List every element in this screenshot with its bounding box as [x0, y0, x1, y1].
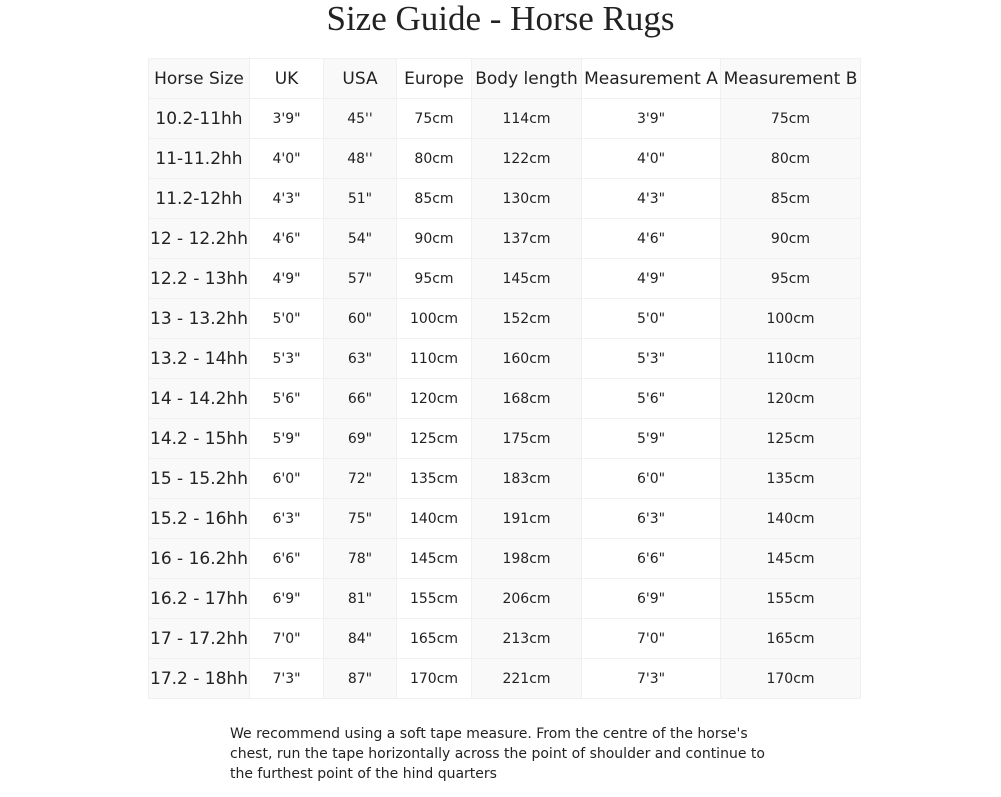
cell-usa: 60" [324, 299, 397, 339]
cell-uk: 4'3" [250, 179, 324, 219]
cell-uk: 6'3" [250, 499, 324, 539]
cell-uk: 4'6" [250, 219, 324, 259]
cell-measurement-a: 6'6" [582, 539, 721, 579]
cell-measurement-b: 120cm [721, 379, 861, 419]
cell-measurement-a: 5'6" [582, 379, 721, 419]
cell-measurement-b: 145cm [721, 539, 861, 579]
cell-usa: 63" [324, 339, 397, 379]
cell-measurement-b: 165cm [721, 619, 861, 659]
cell-horse-size: 12 - 12.2hh [149, 219, 250, 259]
cell-measurement-b: 110cm [721, 339, 861, 379]
cell-horse-size: 10.2-11hh [149, 99, 250, 139]
column-header-usa: USA [324, 59, 397, 99]
cell-horse-size: 16 - 16.2hh [149, 539, 250, 579]
cell-measurement-b: 95cm [721, 259, 861, 299]
cell-body-length: 130cm [472, 179, 582, 219]
cell-measurement-b: 85cm [721, 179, 861, 219]
cell-usa: 66" [324, 379, 397, 419]
cell-europe: 145cm [397, 539, 472, 579]
measuring-note: We recommend using a soft tape measure. From the centre of the horse's chest, run the tape horizontally across the point of shoulder and continue to the furthest point of the hind quarters [230, 726, 765, 782]
cell-europe: 110cm [397, 339, 472, 379]
column-header-measurement-b: Measurement B [721, 59, 861, 99]
table-row [149, 219, 861, 259]
table-row [149, 459, 861, 499]
table-row [149, 499, 861, 539]
cell-body-length: 160cm [472, 339, 582, 379]
cell-body-length: 206cm [472, 579, 582, 619]
column-header-uk: UK [250, 59, 324, 99]
cell-europe: 170cm [397, 659, 472, 699]
table-row [149, 419, 861, 459]
cell-body-length: 145cm [472, 259, 582, 299]
cell-uk: 7'3" [250, 659, 324, 699]
cell-measurement-a: 6'3" [582, 499, 721, 539]
table-row [149, 579, 861, 619]
cell-uk: 3'9" [250, 99, 324, 139]
cell-measurement-a: 4'6" [582, 219, 721, 259]
cell-uk: 6'9" [250, 579, 324, 619]
cell-horse-size: 15.2 - 16hh [149, 499, 250, 539]
cell-measurement-a: 7'3" [582, 659, 721, 699]
table-row [149, 539, 861, 579]
cell-usa: 81" [324, 579, 397, 619]
cell-measurement-a: 6'9" [582, 579, 721, 619]
column-header-measurement-a: Measurement A [582, 59, 721, 99]
cell-measurement-a: 6'0" [582, 459, 721, 499]
cell-measurement-b: 75cm [721, 99, 861, 139]
cell-uk: 5'9" [250, 419, 324, 459]
cell-measurement-a: 5'0" [582, 299, 721, 339]
cell-uk: 5'0" [250, 299, 324, 339]
cell-usa: 45'' [324, 99, 397, 139]
cell-measurement-b: 140cm [721, 499, 861, 539]
cell-measurement-a: 5'3" [582, 339, 721, 379]
cell-uk: 7'0" [250, 619, 324, 659]
cell-measurement-b: 170cm [721, 659, 861, 699]
cell-horse-size: 16.2 - 17hh [149, 579, 250, 619]
table-row [149, 139, 861, 179]
cell-measurement-a: 4'0" [582, 139, 721, 179]
cell-body-length: 175cm [472, 419, 582, 459]
cell-europe: 135cm [397, 459, 472, 499]
cell-measurement-b: 80cm [721, 139, 861, 179]
cell-horse-size: 11.2-12hh [149, 179, 250, 219]
cell-europe: 140cm [397, 499, 472, 539]
cell-horse-size: 17.2 - 18hh [149, 659, 250, 699]
cell-horse-size: 14 - 14.2hh [149, 379, 250, 419]
cell-europe: 85cm [397, 179, 472, 219]
cell-europe: 155cm [397, 579, 472, 619]
cell-body-length: 198cm [472, 539, 582, 579]
cell-uk: 5'3" [250, 339, 324, 379]
cell-body-length: 152cm [472, 299, 582, 339]
cell-usa: 72" [324, 459, 397, 499]
cell-measurement-a: 4'3" [582, 179, 721, 219]
cell-body-length: 122cm [472, 139, 582, 179]
cell-usa: 51" [324, 179, 397, 219]
table-row [149, 659, 861, 699]
cell-europe: 75cm [397, 99, 472, 139]
cell-europe: 125cm [397, 419, 472, 459]
cell-europe: 95cm [397, 259, 472, 299]
cell-europe: 100cm [397, 299, 472, 339]
size-guide-table [148, 58, 861, 699]
cell-measurement-b: 90cm [721, 219, 861, 259]
cell-usa: 69" [324, 419, 397, 459]
cell-europe: 120cm [397, 379, 472, 419]
table-row [149, 179, 861, 219]
cell-horse-size: 12.2 - 13hh [149, 259, 250, 299]
cell-usa: 84" [324, 619, 397, 659]
cell-usa: 48'' [324, 139, 397, 179]
column-header-horse-size: Horse Size [149, 59, 250, 99]
cell-body-length: 191cm [472, 499, 582, 539]
column-header-europe: Europe [397, 59, 472, 99]
cell-usa: 87" [324, 659, 397, 699]
cell-europe: 90cm [397, 219, 472, 259]
table-row [149, 299, 861, 339]
table-body [149, 99, 861, 699]
cell-measurement-b: 135cm [721, 459, 861, 499]
cell-usa: 78" [324, 539, 397, 579]
cell-body-length: 137cm [472, 219, 582, 259]
cell-measurement-a: 7'0" [582, 619, 721, 659]
cell-measurement-b: 155cm [721, 579, 861, 619]
cell-measurement-a: 4'9" [582, 259, 721, 299]
cell-body-length: 213cm [472, 619, 582, 659]
cell-europe: 165cm [397, 619, 472, 659]
cell-usa: 54" [324, 219, 397, 259]
cell-horse-size: 11-11.2hh [149, 139, 250, 179]
cell-measurement-b: 125cm [721, 419, 861, 459]
cell-measurement-a: 5'9" [582, 419, 721, 459]
cell-body-length: 183cm [472, 459, 582, 499]
cell-horse-size: 17 - 17.2hh [149, 619, 250, 659]
cell-body-length: 168cm [472, 379, 582, 419]
cell-uk: 6'0" [250, 459, 324, 499]
cell-horse-size: 13.2 - 14hh [149, 339, 250, 379]
column-header-body-length: Body length [472, 59, 582, 99]
cell-measurement-a: 3'9" [582, 99, 721, 139]
table-row [149, 619, 861, 659]
page-title: Size Guide - Horse Rugs [326, 0, 675, 38]
cell-uk: 6'6" [250, 539, 324, 579]
table-row [149, 379, 861, 419]
table-header-row [149, 59, 861, 99]
table-row [149, 99, 861, 139]
cell-usa: 75" [324, 499, 397, 539]
table-row [149, 259, 861, 299]
cell-horse-size: 14.2 - 15hh [149, 419, 250, 459]
table-row [149, 339, 861, 379]
cell-uk: 4'9" [250, 259, 324, 299]
cell-uk: 4'0" [250, 139, 324, 179]
cell-body-length: 221cm [472, 659, 582, 699]
cell-horse-size: 13 - 13.2hh [149, 299, 250, 339]
cell-usa: 57" [324, 259, 397, 299]
cell-uk: 5'6" [250, 379, 324, 419]
cell-horse-size: 15 - 15.2hh [149, 459, 250, 499]
cell-measurement-b: 100cm [721, 299, 861, 339]
cell-europe: 80cm [397, 139, 472, 179]
cell-body-length: 114cm [472, 99, 582, 139]
